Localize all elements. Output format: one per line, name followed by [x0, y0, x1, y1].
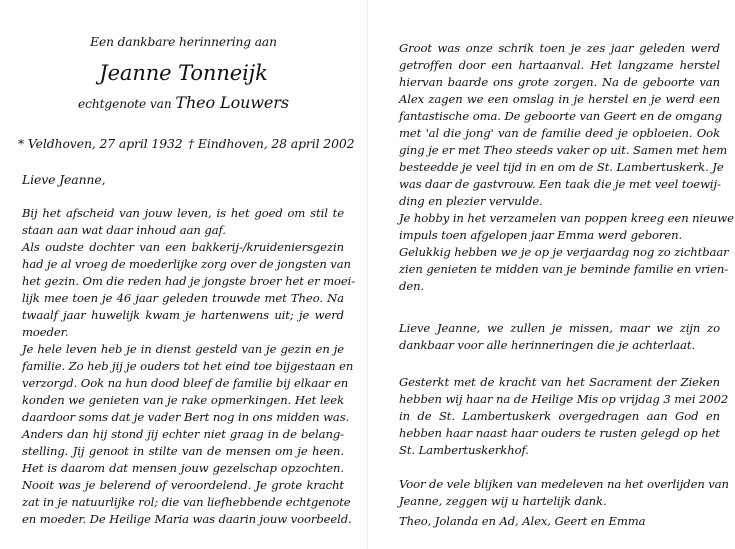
text-line: Alex zagen we een omslag in je herstel en je werd een — [399, 92, 720, 106]
left-paragraph-3 — [22, 341, 354, 528]
text-line: Gesterkt met de kracht van het Sacrament der Zieken — [399, 375, 720, 389]
left-paragraph-2 — [22, 239, 356, 341]
text-line: Lieve Jeanne, we zullen je missen, maar we zijn zo — [399, 321, 720, 335]
text-line: hebben wij haar na de Heilige Mis op vrijdag 3 mei 2002 — [399, 392, 729, 406]
right-paragraph-2 — [399, 320, 720, 354]
text-line: St. Lambertuskerkhof. — [399, 443, 529, 457]
text-line: getroffen door een hartaanval. Het langzame herstel — [399, 58, 720, 72]
text-line: Het is daarom dat mensen jouw gezelschap opzochten. — [22, 461, 344, 475]
text-line: besteedde je veel tijd in en om de St. Lambertuskerk. Je — [399, 160, 724, 174]
center-fold-divider — [367, 0, 368, 549]
text-line: impuls toen afgelopen jaar Emma werd geboren. — [399, 228, 683, 242]
signature-block — [399, 513, 720, 530]
text-line: in de St. Lambertuskerk overgedragen aan God en — [399, 409, 720, 423]
text-line: hebben haar naast haar ouders te rusten gelegd op het — [399, 426, 720, 440]
text-line: Bij het afscheid van jouw leven, is het goed om stil te — [22, 206, 344, 220]
text-line: dankbaar voor alle herinneringen die je achterlaat. — [399, 338, 695, 352]
left-paragraph-1 — [22, 205, 344, 239]
text-line: familie. Zo heb jij je ouders tot het eind toe bijgestaan en — [22, 359, 354, 373]
text-line: Gelukkig hebben we je op je verjaardag nog zo zichtbaar — [399, 245, 729, 259]
intro-text: Een dankbare herinnering aan — [90, 35, 277, 49]
text-line: staan aan wat daar inhoud aan gaf. — [22, 223, 226, 237]
death-date: † Eindhoven, 28 april 2002 — [188, 136, 355, 151]
spouse-line — [0, 94, 367, 113]
text-line: Je hele leven heb je in dienst gesteld van je gezin en je — [22, 342, 344, 356]
text-line: was daar de gastvrouw. Een taak die je met veel toewij- — [399, 177, 721, 191]
text-line: het gezin. Om die reden had je jongste broer het er moei- — [22, 274, 356, 288]
text-line: twaalf jaar huwelijk kwam je hartenwens uit; je werd — [22, 308, 344, 322]
text-line: zat in je natuurlijke rol; die van liefhebbende echtgenote — [22, 495, 351, 509]
text-line: Als oudste dochter van een bakkerij-/kruideniersgezin — [22, 240, 344, 254]
spouse-name: Theo Louwers — [175, 93, 289, 112]
right-paragraph-4 — [399, 476, 729, 510]
spouse-prefix: echtgenote van — [78, 97, 172, 111]
text-line: ging je er met Theo steeds vaker op uit. Samen met hem — [399, 143, 728, 157]
deceased-name: Jeanne Tonneijk — [99, 61, 268, 85]
signature: Theo, Jolanda en Ad, Alex, Geert en Emma — [399, 514, 646, 528]
text-line: konden we genieten van je rake opmerkingen. Het leek — [22, 393, 344, 407]
text-line: ding en plezier vervulde. — [399, 194, 543, 208]
text-line: moeder. — [22, 325, 69, 339]
birth-date: * Veldhoven, 27 april 1932 — [18, 136, 183, 151]
text-line: stelling. Jij genoot in stilte van de mensen om je heen. — [22, 444, 344, 458]
text-line: fantastische oma. De geboorte van Geert en de omgang — [399, 109, 722, 123]
text-line: Je hobby in het verzamelen van poppen kreeg een nieuwe — [399, 211, 734, 225]
text-line: Groot was onze schrik toen je zes jaar geleden werd — [399, 41, 720, 55]
text-line: Voor de vele blijken van medeleven na het overlijden van — [399, 477, 729, 491]
text-line: zien genieten te midden van je beminde familie en vrien- — [399, 262, 729, 276]
text-line: Jeanne, zeggen wij u hartelijk dank. — [399, 494, 607, 508]
text-line: had je al vroeg de moederlijke zorg over de jongsten van — [22, 257, 351, 271]
text-line: met 'al die jong' van de familie deed je opbloeien. Ook — [399, 126, 720, 140]
right-paragraph-3 — [399, 374, 729, 459]
text-line: lijk mee toen je 46 jaar geleden trouwde met Theo. Na — [22, 291, 344, 305]
text-line: verzorgd. Ook na hun dood bleef de familie bij elkaar en — [22, 376, 349, 390]
right-paragraph-1 — [399, 40, 734, 295]
text-line: Nooit was je belerend of veroordelend. Je grote kracht — [22, 478, 344, 492]
text-line: hiervan baarde ons grote zorgen. Na de geboorte van — [399, 75, 720, 89]
text-line: den. — [399, 279, 425, 293]
text-line: en moeder. De Heilige Maria was daarin jouw voorbeeld. — [22, 512, 352, 526]
text-line: Anders dan hij stond jij echter niet graag in de belang- — [22, 427, 344, 441]
text-line: daardoor soms dat je vader Bert nog in ons midden was. — [22, 410, 350, 424]
greeting: Lieve Jeanne, — [22, 172, 106, 187]
